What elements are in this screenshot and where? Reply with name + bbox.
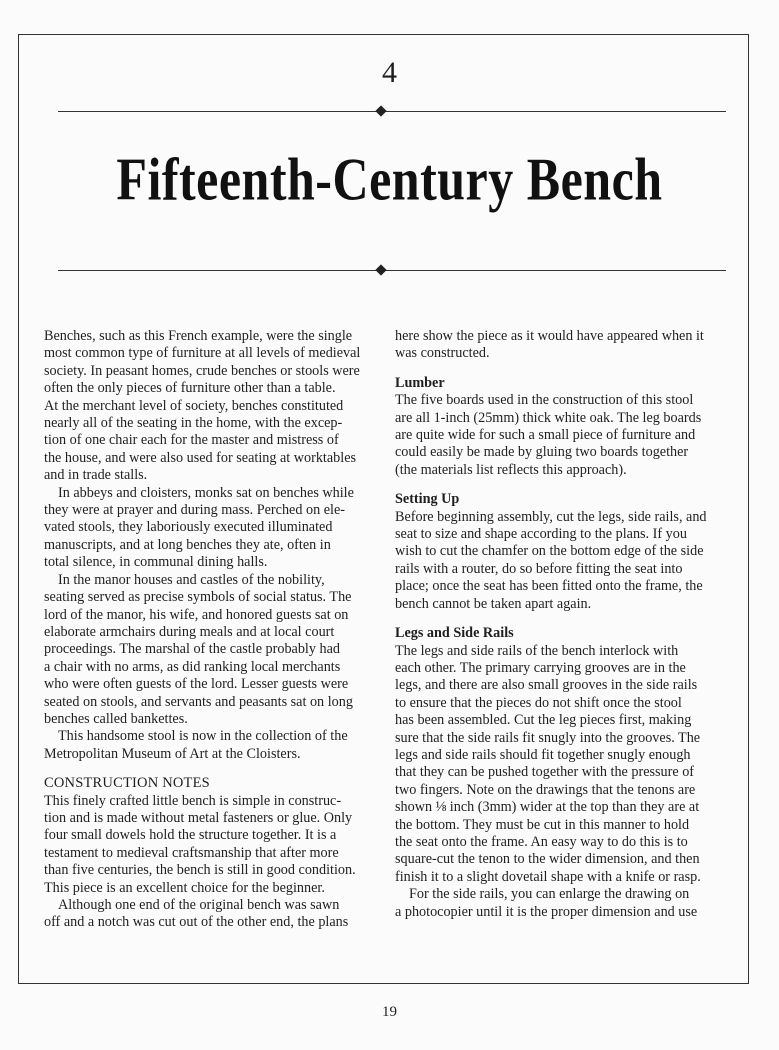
- text-line: Although one end of the original bench was sawn: [58, 897, 340, 913]
- text-line: square-cut the tenon to the wider dimension, and then: [395, 851, 700, 868]
- text-line: nearly all of the seating in the home, with the excep-: [44, 415, 343, 432]
- text-line: the house, and were also used for seating at worktables: [44, 449, 357, 466]
- text-line: The legs and side rails of the bench interlock with: [395, 642, 679, 659]
- text-line: seating served as precise symbols of social status. The: [44, 589, 352, 606]
- text-line: benches called bankettes.: [44, 710, 188, 727]
- text-line: lord of the manor, his wife, and honored guests sat on: [44, 606, 349, 623]
- text-line: wish to cut the chamfer on the bottom edge of the side: [395, 543, 704, 560]
- section-heading: Lumber: [395, 374, 445, 391]
- chapter-title: Fifteenth-Century Bench: [116, 145, 663, 213]
- text-line: This handsome stool is now in the collection of the: [58, 728, 348, 745]
- text-line: Before beginning assembly, cut the legs, side rails, and: [395, 508, 707, 525]
- text-line: than five centuries, the bench is still in good condition.: [44, 862, 356, 879]
- text-line: has been assembled. Cut the leg pieces first, making: [395, 712, 692, 729]
- text-line: and in trade stalls.: [44, 467, 148, 484]
- text-line: testament to medieval craftsmanship that after more: [44, 844, 339, 861]
- text-line: tion of one chair each for the master and mistress of: [44, 432, 339, 449]
- text-line: are quite wide for such a small piece of furniture and: [395, 427, 696, 444]
- text-line: could easily be made by gluing two boards together: [395, 444, 689, 461]
- text-line: At the merchant level of society, benches constituted: [44, 397, 344, 414]
- text-line: seat to size and shape according to the plans. If you: [395, 526, 687, 543]
- text-line: the seat onto the frame. An easy way to do this is to: [395, 833, 688, 850]
- paragraph-gap: [395, 363, 730, 375]
- text-line: tion and is made without metal fasteners or glue. Only: [44, 809, 353, 826]
- text-line: The five boards used in the construction of this stool: [395, 392, 694, 409]
- text-line: here show the piece as it would have appeared when it: [395, 328, 704, 344]
- text-line: are all 1-inch (25mm) thick white oak. The leg boards: [395, 409, 702, 426]
- text-line: shown ⅛ inch (3mm) wider at the top than they are at: [395, 799, 700, 816]
- text-line: a chair with no arms, as did ranking local merchants: [44, 658, 341, 675]
- text-line: This finely crafted little bench is simple in construc-: [44, 792, 342, 809]
- chapter-number: 4: [382, 56, 397, 89]
- text-line: proceedings. The marshal of the castle probably had: [44, 641, 340, 658]
- section-heading: CONSTRUCTION NOTES: [44, 775, 210, 792]
- section-heading: Setting Up: [395, 491, 460, 508]
- text-line: the bottom. They must be cut in this manner to hold: [395, 816, 690, 833]
- text-line: (the materials list reflects this approach).: [395, 461, 627, 478]
- text-line: rails with a router, do so before fitting the seat into: [395, 560, 683, 577]
- text-line: sure that the side rails fit snugly into the grooves. The: [395, 729, 701, 746]
- text-line: four small dowels hold the structure together. It is a: [44, 827, 337, 844]
- text-line: most common type of furniture at all levels of medieval: [44, 345, 361, 362]
- text-line: vated stools, they laboriously executed illuminated: [44, 519, 333, 536]
- text-line: In abbeys and cloisters, monks sat on benches while: [58, 484, 354, 501]
- text-line: In the manor houses and castles of the nobility,: [58, 571, 325, 588]
- text-line: they were at prayer and during mass. Perched on ele-: [44, 502, 345, 519]
- left-text-column: [44, 328, 374, 932]
- text-line: manuscripts, and at long benches they ate, often in: [44, 536, 331, 553]
- text-line: each other. The primary carrying grooves are in the: [395, 659, 686, 676]
- text-line: For the side rails, you can enlarge the drawing on: [409, 886, 690, 903]
- paragraph-gap: [44, 763, 374, 775]
- text-line: legs, and there are also small grooves in the side rails: [395, 677, 698, 694]
- text-line: to ensure that the pieces do not shift once the stool: [395, 694, 682, 711]
- text-line: often the only pieces of furniture other than a table.: [44, 380, 336, 397]
- text-line: Benches, such as this French example, were the single: [44, 328, 353, 344]
- text-line: total silence, in communal dining halls.: [44, 554, 268, 571]
- text-line: was constructed.: [395, 345, 490, 362]
- text-line: place; once the seat has been fitted onto the frame, the: [395, 578, 703, 595]
- right-text-column: [395, 328, 730, 921]
- text-line: who were often guests of the lord. Lesser guests were: [44, 676, 349, 693]
- text-line: finish it to a slight dovetail shape with a knife or rasp.: [395, 868, 701, 885]
- text-line: two fingers. Note on the drawings that the tenons are: [395, 781, 696, 798]
- text-line: elaborate armchairs during meals and at local court: [44, 623, 335, 640]
- section-heading: Legs and Side Rails: [395, 625, 514, 642]
- text-line: legs and side rails should fit together snugly enough: [395, 746, 691, 763]
- paragraph-gap: [395, 613, 730, 625]
- top-divider-rule: [58, 111, 726, 112]
- text-line: a photocopier until it is the proper dimension and use: [395, 903, 698, 920]
- text-line: that they can be pushed together with the pressure of: [395, 764, 695, 781]
- paragraph-gap: [395, 479, 730, 491]
- text-line: This piece is an excellent choice for the beginner.: [44, 879, 325, 896]
- text-line: society. In peasant homes, crude benches or stools were: [44, 362, 360, 379]
- text-line: off and a notch was cut out of the other end, the plans: [44, 914, 349, 931]
- bottom-divider-rule: [58, 270, 726, 271]
- text-line: Metropolitan Museum of Art at the Cloisters.: [44, 745, 301, 762]
- text-line: bench cannot be taken apart again.: [395, 595, 592, 612]
- text-line: seated on stools, and servants and peasants sat on long: [44, 693, 353, 710]
- page-number: 19: [382, 1004, 397, 1020]
